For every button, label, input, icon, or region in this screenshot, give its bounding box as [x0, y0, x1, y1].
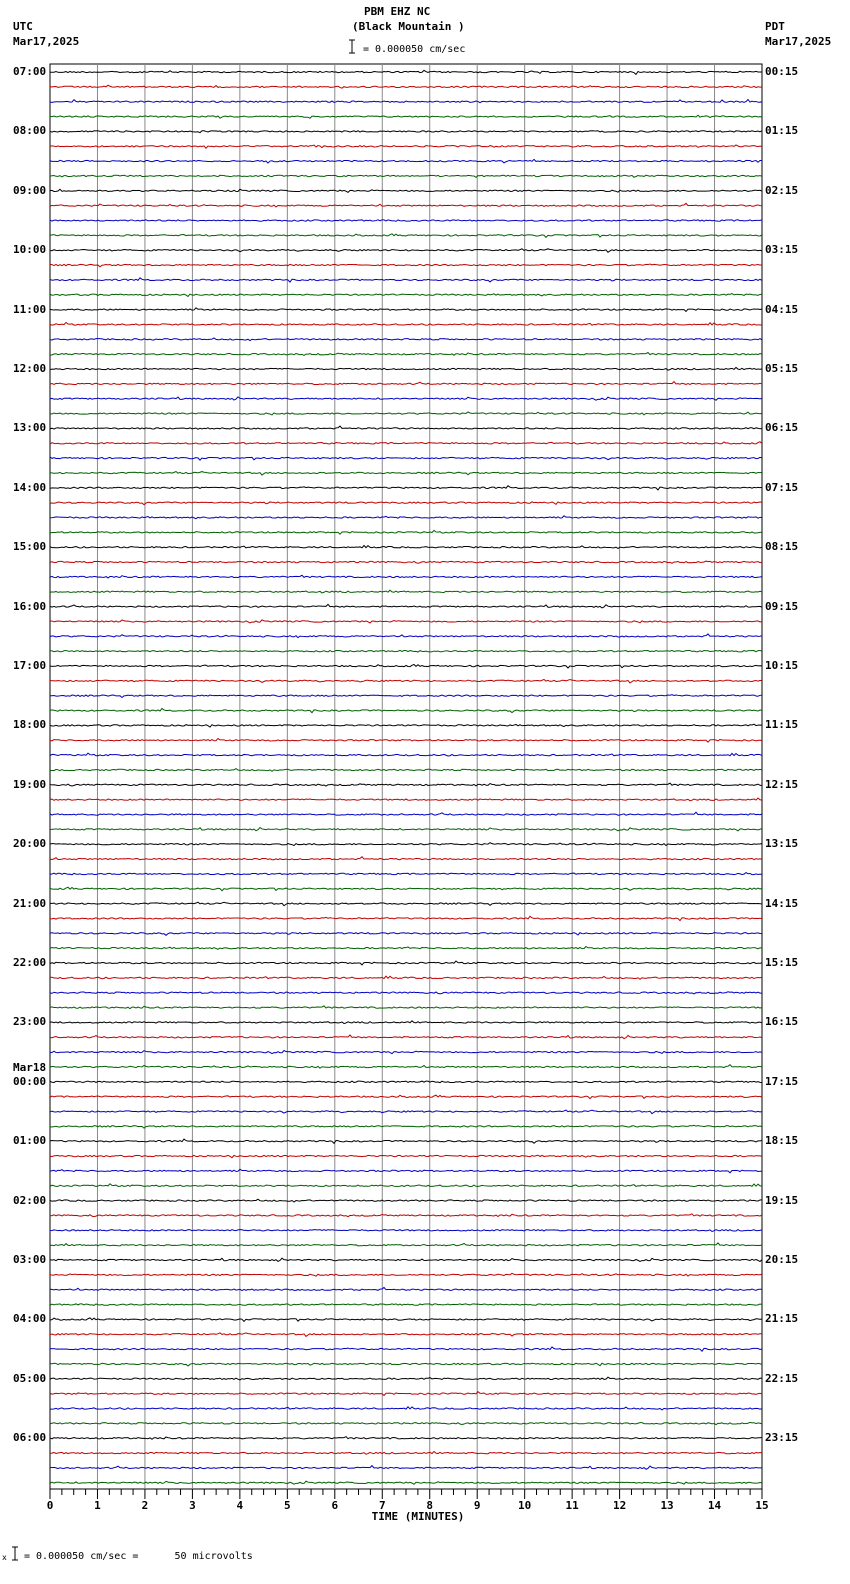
trace-line — [50, 724, 762, 727]
x-tick-label: 10 — [518, 1499, 532, 1512]
x-tick-label: 3 — [189, 1499, 196, 1512]
x-tick-label: 4 — [236, 1499, 244, 1512]
x-axis-label: TIME (MINUTES) — [371, 1510, 465, 1523]
trace-line — [50, 131, 762, 133]
trace-line — [50, 308, 762, 312]
x-tick-label: 5 — [284, 1499, 291, 1512]
trace-line — [50, 249, 762, 253]
right-hour-label: 11:15 — [765, 718, 799, 732]
left-hour-label: 23:00 — [13, 1015, 47, 1029]
trace-line — [50, 873, 762, 875]
x-tick-label: 1 — [94, 1499, 101, 1512]
x-tick-label: 11 — [565, 1499, 579, 1512]
x-tick-label: 2 — [141, 1499, 149, 1512]
trace-line — [50, 1347, 762, 1351]
right-hour-label: 21:15 — [765, 1312, 799, 1326]
trace-line — [50, 1466, 762, 1470]
trace-line — [50, 353, 762, 356]
trace-line — [50, 294, 762, 297]
x-tick-label: 8 — [426, 1499, 434, 1512]
station-title: PBM EHZ NC — [364, 5, 431, 18]
trace-line — [50, 679, 762, 683]
left-hour-label: 14:00 — [13, 480, 47, 494]
trace-line — [50, 1318, 762, 1322]
right-date: Mar17,2025 — [765, 35, 832, 48]
right-hour-label: 15:15 — [765, 956, 799, 969]
right-hour-label: 05:15 — [765, 362, 799, 375]
trace-line — [50, 85, 762, 88]
x-tick-label: 13 — [660, 1499, 674, 1512]
x-tick-label: 7 — [378, 1499, 386, 1512]
trace-line — [50, 1065, 762, 1069]
trace-line — [50, 1452, 762, 1455]
right-hour-label: 04:15 — [765, 302, 799, 316]
trace-line — [50, 516, 762, 519]
trace-line — [50, 902, 762, 906]
trace-line — [50, 175, 762, 177]
trace-line — [50, 843, 762, 846]
trace-line — [50, 708, 762, 712]
trace-line — [50, 472, 762, 476]
trace-line — [50, 115, 762, 118]
trace-line — [50, 887, 762, 891]
trace-line — [50, 1214, 762, 1217]
right-hour-label: 06:15 — [765, 421, 799, 435]
right-hour-label: 16:15 — [765, 1015, 799, 1029]
trace-line — [50, 1377, 762, 1380]
trace-line — [50, 695, 762, 698]
trace-line — [50, 1437, 762, 1440]
right-hour-label: 01:15 — [765, 124, 799, 138]
right-hour-label: 22:15 — [765, 1371, 799, 1385]
left-hour-label: 00:00 — [13, 1074, 47, 1088]
x-tick-label: 12 — [612, 1499, 627, 1512]
left-hour-label: 19:00 — [13, 777, 47, 791]
x-tick-label: 6 — [331, 1499, 339, 1512]
left-timezone: UTC — [13, 20, 33, 33]
trace-line — [50, 1287, 762, 1290]
trace-line — [50, 278, 762, 282]
left-date: Mar17,2025 — [13, 35, 80, 48]
right-hour-label: 14:15 — [765, 896, 799, 910]
trace-line — [50, 1169, 762, 1173]
header-scale-label: = 0.000050 cm/sec — [363, 44, 466, 55]
trace-line — [50, 1051, 762, 1054]
footer-scale-marker: x — [2, 1553, 7, 1562]
left-hour-label: 12:00 — [13, 362, 47, 375]
trace-line — [50, 100, 762, 103]
left-hour-label: 17:00 — [13, 659, 47, 672]
trace-line — [50, 530, 762, 534]
trace-line — [50, 575, 762, 578]
trace-line — [50, 916, 762, 920]
footer-scale-label: = 0.000050 cm/sec = 50 microvolts — [24, 1551, 253, 1562]
right-hour-label: 19:15 — [765, 1193, 799, 1207]
right-hour-label: 23:15 — [765, 1431, 799, 1445]
trace-line — [50, 220, 762, 222]
right-timezone: PDT — [765, 20, 785, 33]
left-hour-label: 07:00 — [13, 65, 47, 78]
left-hour-label: 06:00 — [13, 1431, 47, 1445]
right-hour-label: 03:15 — [765, 243, 799, 257]
trace-line — [50, 664, 762, 668]
left-hour-label: 11:00 — [13, 302, 47, 316]
trace-line — [50, 412, 762, 415]
left-hour-label: 13:00 — [13, 421, 47, 435]
trace-line — [50, 1392, 762, 1396]
trace-line — [50, 70, 762, 74]
trace-line — [50, 1407, 762, 1410]
trace-line — [50, 1021, 762, 1024]
left-hour-label: 18:00 — [13, 718, 47, 732]
trace-line — [50, 828, 762, 831]
trace-line — [50, 264, 762, 267]
trace-line — [50, 1481, 762, 1484]
trace-line — [50, 961, 762, 965]
trace-line — [50, 1035, 762, 1039]
trace-line — [50, 812, 762, 815]
trace-line — [50, 1184, 762, 1187]
right-hour-label: 10:15 — [765, 659, 799, 672]
trace-line — [50, 650, 762, 652]
trace-line — [50, 1243, 762, 1246]
left-hour-label: 09:00 — [13, 183, 47, 197]
trace-line — [50, 933, 762, 936]
left-hour-label: 10:00 — [13, 243, 47, 257]
trace-line — [50, 322, 762, 325]
trace-line — [50, 1139, 762, 1143]
trace-line — [50, 1304, 762, 1306]
right-hour-label: 12:15 — [765, 777, 799, 791]
trace-line — [50, 739, 762, 743]
trace-line — [50, 992, 762, 994]
left-hour-label: 01:00 — [13, 1134, 47, 1148]
left-hour-label: 16:00 — [13, 599, 47, 613]
trace-line — [50, 1258, 762, 1261]
left-hour-label: 20:00 — [13, 837, 47, 851]
station-location: (Black Mountain ) — [352, 20, 465, 33]
trace-line — [50, 502, 762, 505]
trace-line — [50, 145, 762, 148]
right-hour-label: 02:15 — [765, 183, 799, 197]
x-tick-label: 15 — [755, 1499, 769, 1512]
trace-line — [50, 857, 762, 860]
left-hour-label: 08:00 — [13, 124, 47, 138]
right-hour-label: 17:15 — [765, 1074, 799, 1088]
trace-line — [50, 338, 762, 341]
trace-line — [50, 769, 762, 772]
trace-line — [50, 1006, 762, 1009]
left-hour-label: 22:00 — [13, 956, 47, 969]
trace-line — [50, 946, 762, 949]
trace-line — [50, 397, 762, 400]
trace-line — [50, 1155, 762, 1158]
right-hour-label: 09:15 — [765, 599, 799, 613]
trace-line — [50, 1422, 762, 1424]
left-hour-label: 03:00 — [13, 1253, 47, 1266]
trace-line — [50, 382, 762, 385]
right-hour-label: 20:15 — [765, 1253, 799, 1266]
x-tick-label: 9 — [473, 1499, 481, 1512]
right-hour-label: 13:15 — [765, 837, 799, 851]
trace-line — [50, 620, 762, 623]
trace-line — [50, 976, 762, 979]
x-tick-label: 14 — [707, 1499, 722, 1512]
trace-line — [50, 367, 762, 370]
trace-line — [50, 1095, 762, 1099]
trace-line — [50, 753, 762, 756]
trace-line — [50, 486, 762, 490]
right-hour-label: 08:15 — [765, 540, 799, 554]
trace-line — [50, 1363, 762, 1366]
trace-line — [50, 1081, 762, 1083]
left-hour-label: 05:00 — [13, 1371, 47, 1385]
trace-line — [50, 234, 762, 238]
trace-line — [50, 457, 762, 460]
left-hour-label: 04:00 — [13, 1312, 47, 1326]
trace-line — [50, 426, 762, 429]
trace-line — [50, 1230, 762, 1232]
trace-line — [50, 783, 762, 786]
trace-line — [50, 1333, 762, 1337]
trace-line — [50, 1273, 762, 1276]
trace-line — [50, 590, 762, 593]
trace-line — [50, 159, 762, 163]
trace-line — [50, 546, 762, 549]
right-hour-label: 18:15 — [765, 1134, 799, 1148]
trace-line — [50, 442, 762, 444]
trace-line — [50, 798, 762, 801]
left-hour-label: 02:00 — [13, 1193, 47, 1207]
trace-line — [50, 634, 762, 638]
trace-line — [50, 1110, 762, 1114]
date-change-label: Mar18 — [13, 1060, 47, 1074]
trace-line — [50, 604, 762, 608]
trace-line — [50, 1125, 762, 1128]
right-hour-label: 00:15 — [765, 65, 799, 78]
right-hour-label: 07:15 — [765, 480, 799, 494]
trace-line — [50, 189, 762, 192]
left-hour-label: 21:00 — [13, 896, 47, 910]
trace-line — [50, 1199, 762, 1202]
trace-line — [50, 203, 762, 207]
left-hour-label: 15:00 — [13, 540, 47, 554]
x-tick-label: 0 — [46, 1499, 54, 1512]
trace-line — [50, 561, 762, 563]
